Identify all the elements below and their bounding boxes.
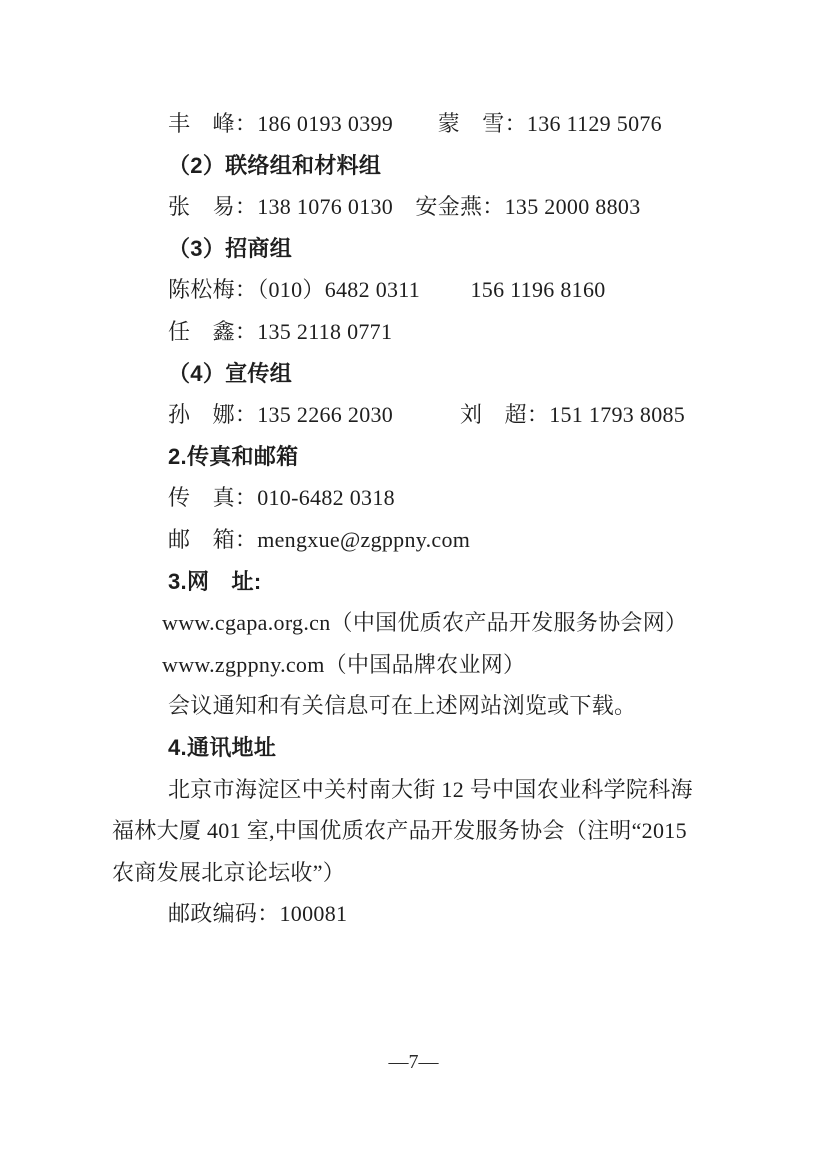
section-heading-group4: （4）宣传组: [168, 360, 293, 386]
contact-line-sunna-liuchao: 孙 娜：135 2266 2030 刘 超：151 1793 8085: [168, 402, 686, 428]
section-heading-group2: （2）联络组和材料组: [168, 152, 382, 178]
contact-line-chensongmei: 陈松梅：（010）6482 0311 156 1196 8160: [168, 277, 606, 303]
contact-line-zhangyi-anjinyan: 张 易：138 1076 0130 安金燕：135 2000 8803: [168, 194, 641, 220]
website-line-zgppny: www.zgppny.com（中国品牌农业网）: [162, 651, 526, 677]
contact-line-fengfeng-mengxue: 丰 峰：186 0193 0399 蒙 雪：136 1129 5076: [168, 111, 662, 136]
website-line-cgapa: www.cgapa.org.cn（中国优质农产品开发服务协会网）: [162, 610, 688, 636]
website-note-line: 会议通知和有关信息可在上述网站浏览或下载。: [168, 693, 637, 719]
section-heading-fax-email: 2.传真和邮箱: [168, 443, 299, 469]
postal-code-line: 邮政编码：100081: [168, 901, 348, 927]
section-heading-group3: （3）招商组: [168, 235, 293, 261]
contact-line-renxin: 任 鑫：135 2118 0771: [168, 318, 393, 344]
page-number: —7—: [388, 1051, 439, 1073]
address-line-2: 福林大厦 401 室,中国优质农产品开发服务协会（注明“2015: [112, 818, 687, 844]
email-line: 邮 箱：mengxue@zgppny.com: [168, 526, 471, 552]
fax-line: 传 真：010-6482 0318: [168, 485, 395, 511]
section-heading-website: 3.网 址:: [168, 568, 262, 594]
address-line-3: 农商发展北京论坛收”）: [112, 859, 346, 885]
document-body: [112, 103, 757, 935]
address-line-1: 北京市海淀区中关村南大街 12 号中国农业科学院科海: [168, 776, 693, 802]
section-heading-address: 4.通讯地址: [168, 734, 277, 760]
